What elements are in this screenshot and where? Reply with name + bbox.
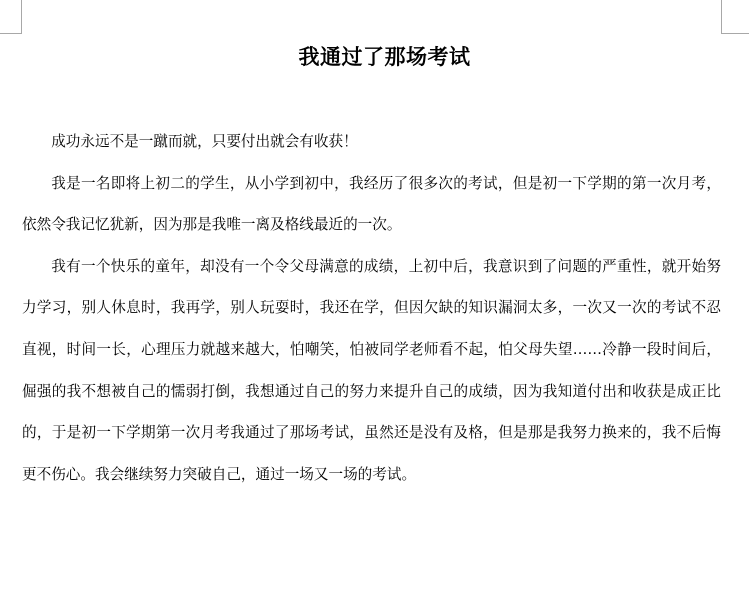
document-body [22, 121, 721, 495]
paragraph-1: 成功永远不是一蹴而就，只要付出就会有收获！ [51, 133, 358, 150]
document-title: 我通过了那场考试 [298, 45, 471, 69]
paragraph-2: 我是一名即将上初二的学生，从小学到初中，我经历了很多次的考试，但是初一下学期的第一次月考，依然令我记忆犹新，因为那是我唯一离及格线最近的一次。 [22, 174, 721, 234]
paragraph-3: 我有一个快乐的童年，却没有一个令父母满意的成绩，上初中后，我意识到了问题的严重性，就开始努力学习，别人休息时，我再学，别人玩耍时，我还在学，但因欠缺的知识漏洞太多，一次又一次的考试不忍直视，时间一长，心理压力就越来越大，怕嘲笑，怕被同学老师看不起，怕父母失望……冷静一段时间后，倔强的我不想被自己的懦弱打倒，我想通过自己的努力来提升自己的成绩，因为我知道付出和收获是成正比的，于是初一下学期第一次月考我通过了那场考试，虽然还是没有及格，但是那是我努力换来的，我不后悔更不伤心。我会继续努力突破自己，通过一场又一场的考试。 [22, 257, 721, 483]
crop-mark-top-right [721, 0, 749, 34]
crop-mark-top-left [0, 0, 22, 34]
